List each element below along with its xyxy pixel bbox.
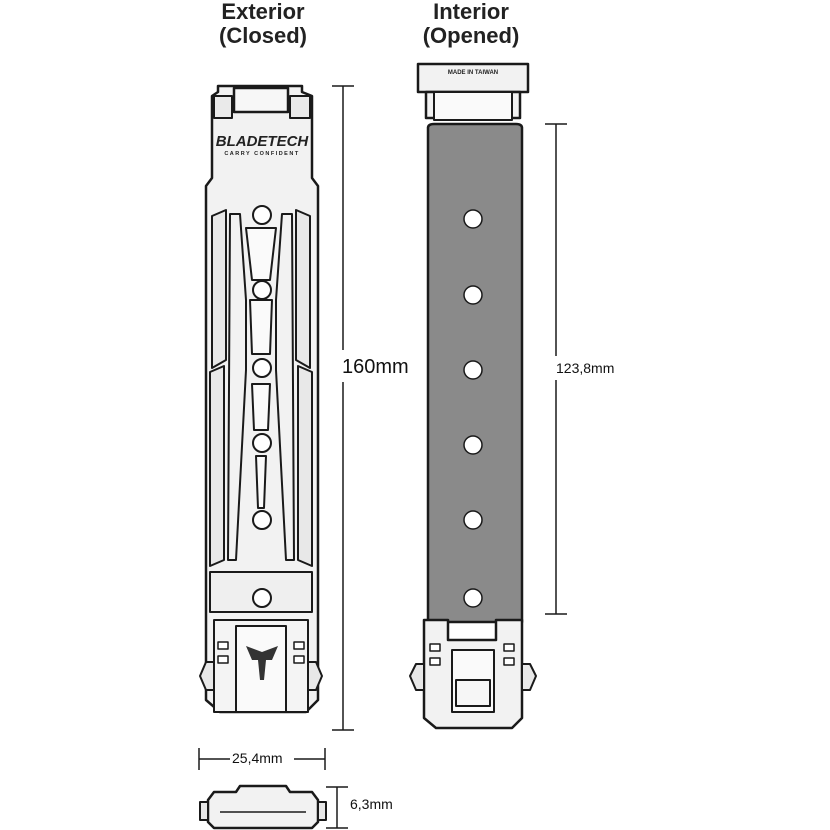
exterior-hole	[253, 359, 271, 377]
width-label: 25,4mm	[232, 750, 283, 766]
exterior-hole	[253, 206, 271, 224]
thickness-dimension-line	[326, 787, 348, 828]
brand-text: BLADETECH	[215, 133, 309, 150]
interior-clip	[410, 64, 536, 728]
exterior-title-line1: Exterior	[221, 0, 305, 24]
thickness-label: 6,3mm	[350, 796, 393, 812]
interior-title-line1: Interior	[433, 0, 509, 24]
made-in-text: MADE IN TAIWAN	[447, 70, 499, 76]
interior-hole	[464, 511, 482, 529]
exterior-hole	[253, 511, 271, 529]
interior-hole	[464, 210, 482, 228]
interior-title-line2: (Opened)	[422, 23, 520, 48]
end-view-profile	[200, 786, 326, 828]
overall-length-dimension-line	[332, 86, 354, 730]
interior-hole	[464, 436, 482, 454]
exterior-title-line2: (Closed)	[219, 23, 307, 48]
inner-length-label: 123,8mm	[556, 360, 615, 376]
interior-hole	[464, 361, 482, 379]
interior-hole	[464, 589, 482, 607]
overall-length-label: 160mm	[342, 356, 409, 378]
exterior-hole	[253, 281, 271, 299]
exterior-clip	[200, 86, 322, 712]
brand-subtext: CARRY CONFIDENT	[224, 151, 300, 157]
exterior-hole	[253, 589, 271, 607]
exterior-hole	[253, 434, 271, 452]
interior-hole	[464, 286, 482, 304]
